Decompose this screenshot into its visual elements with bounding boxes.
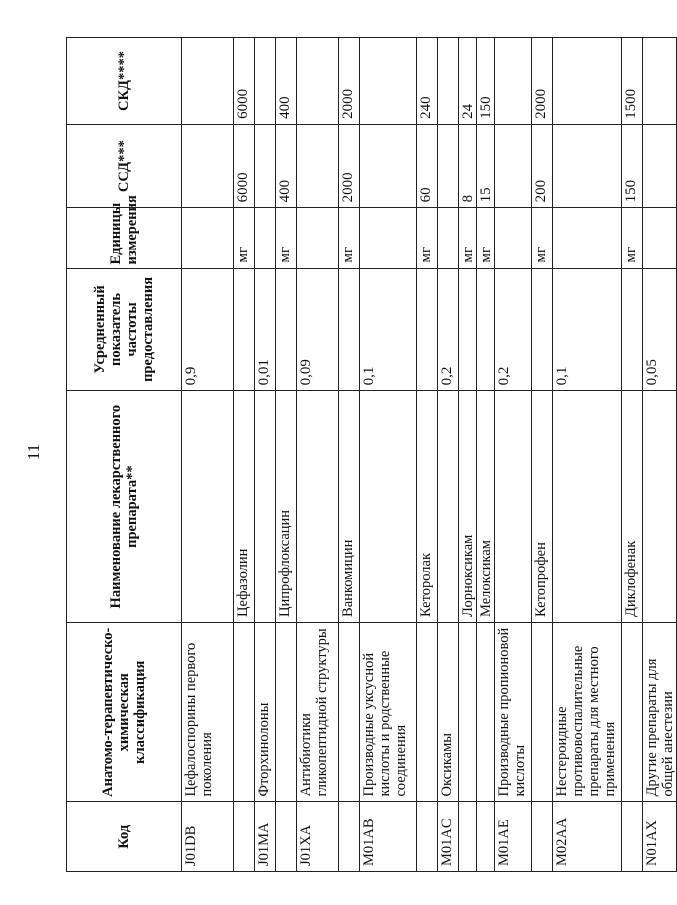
cell-skd: 24: [459, 38, 477, 125]
cell-freq: 0,9: [182, 268, 234, 391]
cell-unit: мг: [339, 208, 360, 268]
table-row: [234, 38, 255, 872]
cell-ssd: 400: [276, 124, 297, 207]
header-unit: Единицы измерения: [67, 208, 182, 268]
cell-code: [417, 802, 438, 872]
cell-atc: Производные пропионовой кислоты: [495, 622, 532, 802]
cell-code: M02AA: [553, 802, 622, 872]
table-row: [532, 38, 553, 872]
cell-unit: мг: [276, 208, 297, 268]
cell-drug: Мелоксикам: [477, 391, 495, 623]
cell-ssd: 60: [417, 124, 438, 207]
cell-atc: Антибиотики гликопептидной структуры: [297, 622, 339, 802]
cell-ssd: [643, 124, 677, 207]
cell-unit: [643, 208, 677, 268]
cell-atc: Другие препараты для общей анестезии: [643, 622, 677, 802]
cell-drug: [182, 391, 234, 623]
cell-ssd: 200: [532, 124, 553, 207]
cell-drug: Лорноксикам: [459, 391, 477, 623]
cell-drug: [255, 391, 276, 623]
cell-drug: Диклофенак: [622, 391, 643, 623]
cell-skd: 150: [477, 38, 495, 125]
cell-freq: [459, 268, 477, 391]
cell-atc: [459, 622, 477, 802]
cell-skd: [495, 38, 532, 125]
cell-ssd: [438, 124, 459, 207]
table-row: [339, 38, 360, 872]
cell-atc: Цефалоспорины первого поколения: [182, 622, 234, 802]
cell-skd: [255, 38, 276, 125]
header-row: [67, 38, 182, 872]
cell-freq: 0,2: [495, 268, 532, 391]
cell-drug: [643, 391, 677, 623]
table-row: [459, 38, 477, 872]
table-row: [360, 38, 417, 872]
cell-freq: 0,05: [643, 268, 677, 391]
cell-atc: Оксикамы: [438, 622, 459, 802]
cell-freq: [234, 268, 255, 391]
cell-freq: [622, 268, 643, 391]
rotated-table-area: [66, 37, 676, 872]
cell-ssd: [553, 124, 622, 207]
cell-ssd: 150: [622, 124, 643, 207]
cell-skd: [360, 38, 417, 125]
header-atc: Анатомо-терапевтическо-химическая классификация: [67, 622, 182, 802]
cell-freq: [417, 268, 438, 391]
cell-ssd: 2000: [339, 124, 360, 207]
cell-atc: [234, 622, 255, 802]
table-row: [182, 38, 234, 872]
cell-skd: [297, 38, 339, 125]
cell-drug: Ципрофлоксацин: [276, 391, 297, 623]
cell-drug: Кеторолак: [417, 391, 438, 623]
cell-atc: [417, 622, 438, 802]
table-body: [182, 38, 677, 872]
cell-code: [532, 802, 553, 872]
cell-code: M01AC: [438, 802, 459, 872]
cell-atc: Фторхинолоны: [255, 622, 276, 802]
header-freq: Усредненный показатель частоты предоставления: [67, 268, 182, 391]
cell-code: [276, 802, 297, 872]
drug-table: [66, 37, 677, 872]
cell-code: [622, 802, 643, 872]
cell-unit: [495, 208, 532, 268]
cell-code: [459, 802, 477, 872]
cell-atc: Производные уксусной кислоты и родственные соединения: [360, 622, 417, 802]
table-row: [417, 38, 438, 872]
cell-unit: [182, 208, 234, 268]
page-number: 11: [24, 443, 44, 461]
cell-freq: 0,1: [553, 268, 622, 391]
header-ssd: ССД***: [67, 124, 182, 207]
cell-skd: [438, 38, 459, 125]
cell-drug: Цефазолин: [234, 391, 255, 623]
cell-drug: Кетопрофен: [532, 391, 553, 623]
cell-freq: [477, 268, 495, 391]
table-row: [438, 38, 459, 872]
table-row: [276, 38, 297, 872]
cell-freq: 0,2: [438, 268, 459, 391]
cell-freq: 0,1: [360, 268, 417, 391]
cell-atc: [339, 622, 360, 802]
cell-skd: 240: [417, 38, 438, 125]
cell-unit: [553, 208, 622, 268]
table-row: [643, 38, 677, 872]
table-row: [622, 38, 643, 872]
cell-freq: [276, 268, 297, 391]
table-row: [553, 38, 622, 872]
cell-freq: [339, 268, 360, 391]
cell-unit: [255, 208, 276, 268]
header-skd: СКД****: [67, 38, 182, 125]
cell-atc: [532, 622, 553, 802]
cell-code: J01MA: [255, 802, 276, 872]
cell-skd: 2000: [339, 38, 360, 125]
cell-unit: [297, 208, 339, 268]
cell-skd: [643, 38, 677, 125]
cell-skd: [182, 38, 234, 125]
cell-ssd: [182, 124, 234, 207]
cell-code: [477, 802, 495, 872]
cell-skd: 6000: [234, 38, 255, 125]
cell-ssd: 6000: [234, 124, 255, 207]
table-row: [297, 38, 339, 872]
cell-ssd: [495, 124, 532, 207]
cell-code: [339, 802, 360, 872]
cell-ssd: 8: [459, 124, 477, 207]
header-drug: Наименование лекарственного препарата**: [67, 391, 182, 623]
cell-unit: мг: [459, 208, 477, 268]
cell-freq: [532, 268, 553, 391]
cell-drug: Ванкомицин: [339, 391, 360, 623]
table-row: [477, 38, 495, 872]
cell-drug: [297, 391, 339, 623]
cell-code: J01XA: [297, 802, 339, 872]
cell-code: J01DB: [182, 802, 234, 872]
cell-unit: мг: [477, 208, 495, 268]
cell-ssd: [360, 124, 417, 207]
cell-freq: 0,01: [255, 268, 276, 391]
cell-unit: [438, 208, 459, 268]
cell-atc: [622, 622, 643, 802]
cell-freq: 0,09: [297, 268, 339, 391]
cell-atc: [477, 622, 495, 802]
cell-unit: [360, 208, 417, 268]
cell-ssd: [255, 124, 276, 207]
header-code: Код: [67, 802, 182, 872]
cell-skd: 400: [276, 38, 297, 125]
cell-unit: мг: [417, 208, 438, 268]
cell-skd: [553, 38, 622, 125]
cell-skd: 1500: [622, 38, 643, 125]
cell-drug: [360, 391, 417, 623]
cell-drug: [553, 391, 622, 623]
cell-code: M01AE: [495, 802, 532, 872]
cell-atc: [276, 622, 297, 802]
cell-code: M01AB: [360, 802, 417, 872]
table-row: [255, 38, 276, 872]
cell-code: [234, 802, 255, 872]
cell-unit: мг: [532, 208, 553, 268]
cell-atc: Нестероидные противовоспалительные препараты для местного применения: [553, 622, 622, 802]
cell-code: N01AX: [643, 802, 677, 872]
cell-skd: 2000: [532, 38, 553, 125]
cell-unit: мг: [234, 208, 255, 268]
cell-ssd: [297, 124, 339, 207]
cell-drug: [495, 391, 532, 623]
table-row: [495, 38, 532, 872]
cell-drug: [438, 391, 459, 623]
cell-unit: мг: [622, 208, 643, 268]
cell-ssd: 15: [477, 124, 495, 207]
